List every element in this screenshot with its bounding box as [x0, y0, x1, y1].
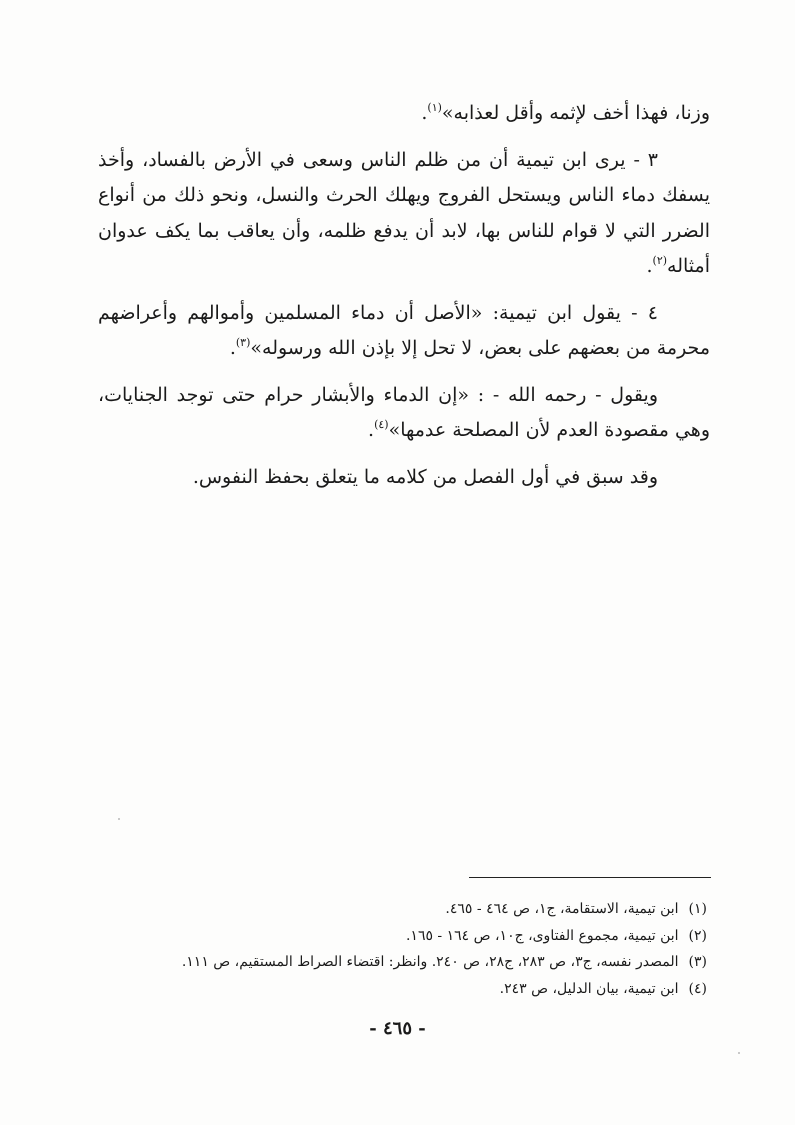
footnote-text: ابن تيمية، مجموع الفتاوى، ج١٠، ص ١٦٤ - ١٦٥.	[405, 927, 679, 944]
paragraph-2	[98, 143, 710, 285]
footnote-1	[87, 896, 707, 923]
paragraph-text: ٤ - يقول ابن تيمية: «الأصل أن دماء المسلمين وأموالهم وأعراضهم محرمة من بعضهم على بعض، لا تحل إلا بإذن الله ورسوله»	[98, 301, 710, 359]
footnote-ref: (٢)	[652, 254, 668, 267]
paragraph-4	[98, 378, 710, 449]
footnote-text: ابن تيمية، الاستقامة، ج١، ص ٤٦٤ - ٤٦٥.	[445, 901, 679, 917]
paragraph-1	[98, 96, 710, 132]
footnote-2	[87, 923, 707, 950]
paragraph-end: .	[368, 419, 375, 441]
paragraph-end: .	[421, 102, 428, 124]
main-text	[98, 96, 710, 506]
page-number: - ٤٦٥ -	[369, 1018, 426, 1039]
paragraph-5	[98, 460, 710, 496]
footnote-number: (٣)	[688, 954, 707, 970]
paragraph-end: .	[229, 337, 236, 359]
scan-speck	[118, 818, 120, 820]
footnote-4	[87, 976, 707, 1003]
footnote-ref: (٣)	[235, 336, 251, 349]
footnote-ref: (٤)	[374, 418, 389, 431]
footnote-3	[87, 949, 707, 976]
footnote-ref: (١)	[427, 101, 442, 114]
paragraph-text: ٣ - يرى ابن تيمية أن من ظلم الناس وسعى في الأرض بالفساد، وأخذ يسفك دماء الناس ويستحل الفروج ويهلك الحرث والنسل، ونحو ذلك من أنواع الضرر التي لا قوام للناس بها، لابد أن يدفع ظلمه، وأن يعاقب بما يكف عدوان أمثاله	[98, 148, 710, 277]
footnote-text: ابن تيمية، بيان الدليل، ص ٢٤٣.	[499, 980, 679, 997]
paragraph-text: ويقول - رحمه الله - : «إن الدماء والأبشار حرام حتى توجد الجنايات، وهي مقصودة العدم لأن المصلحة عدمها»	[98, 383, 710, 441]
footnote-separator	[469, 877, 711, 878]
paragraph-3	[98, 296, 710, 367]
paragraph-text: وقد سبق في أول الفصل من كلامه ما يتعلق بحفظ النفوس.	[192, 465, 658, 488]
footnote-number: (١)	[688, 901, 707, 917]
footnote-text: المصدر نفسه، ج٣، ص ٢٨٣، ج٢٨، ص ٢٤٠. وانظر: اقتضاء الصراط المستقيم، ص ١١١.	[181, 954, 679, 970]
footnote-number: (٢)	[688, 927, 707, 944]
paragraph-text: وزنا، فهذا أخف لإثمه وأقل لعذابه»	[441, 102, 710, 124]
paragraph-end: .	[646, 255, 653, 277]
footnote-number: (٤)	[688, 980, 707, 997]
footnotes	[87, 896, 707, 1002]
scan-speck	[738, 1052, 740, 1054]
